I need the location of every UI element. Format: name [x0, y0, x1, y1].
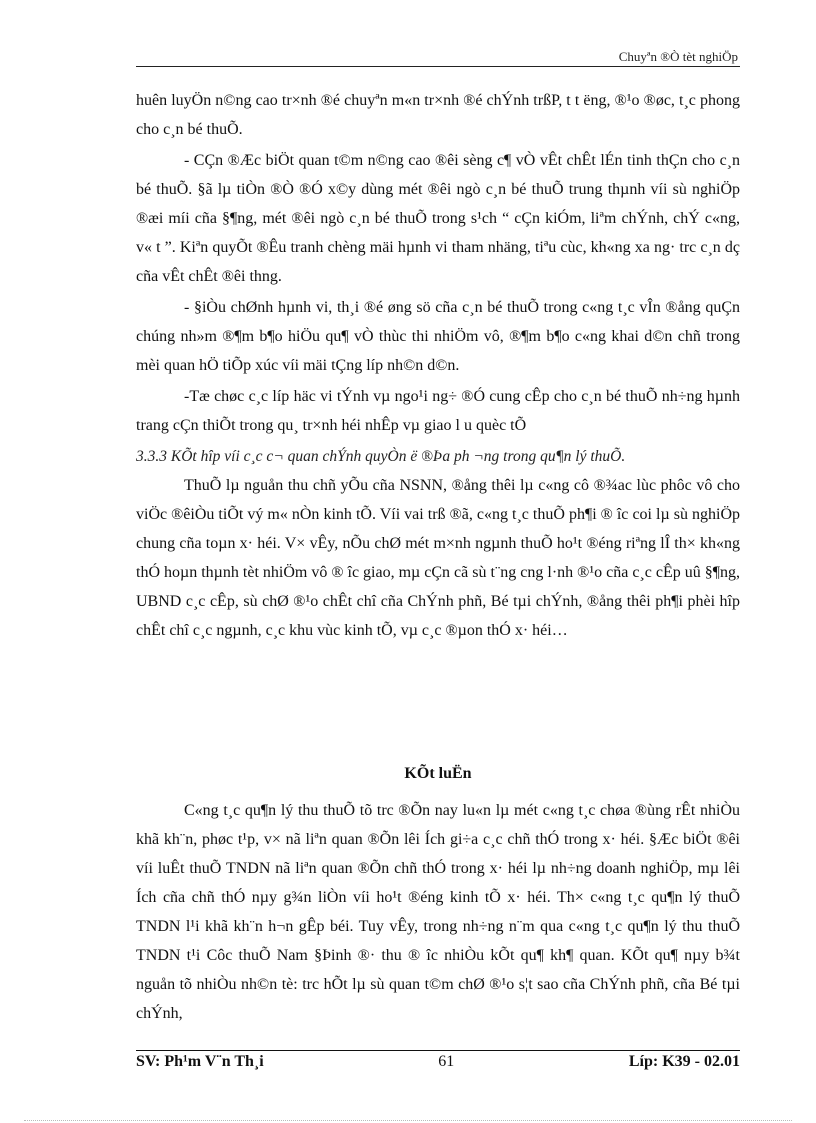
conclusion-heading: KÕt luËn [404, 765, 472, 782]
section-subheading: 3.3.3 KÕt hîp víi c¸c c¬ quan chÝnh quyÒn ë ®Þa ph ¬ng trong qu¶n lý thuÕ. [136, 448, 626, 465]
footer-class: Líp: K39 - 02.01 [628, 1053, 740, 1070]
main-content [136, 86, 740, 645]
page-footer [136, 1053, 740, 1071]
header-divider [136, 66, 740, 67]
paragraph: -Tæ chøc c¸c líp häc vi tÝnh vµ ngo¹i ng÷ ®Ó cung cÊp cho c¸n bé thuÕ nh÷ng hµnh trang cÇn thiÕt trong qu¸ tr×nh héi nhÊp vµ giao l u quèc tÕ [136, 388, 740, 434]
footer-student: SV: Ph¹m V¨n Th¸i [136, 1053, 264, 1070]
page-number: 61 [438, 1053, 455, 1070]
paragraph: ThuÕ lµ nguån thu chñ yÕu cña NSNN, ®ång thêi lµ c«ng cô ®¾ac lùc phôc vô cho viÖc ®êiÒu tiÕt vý m« nÒn kinh tÕ. Víi vai trß ®ã, c«ng t¸c thuÕ ph¶i ® îc coi lµ sù nghiÖp chung cña toµn x· héi. V× vÊy, nÕu chØ mét m×nh ngµnh thuÕ ho¹t ®éng riªng lÎ th× kh«ng thÓ hoµn thµnh tèt nhiÖm vô ® îc giao, mµ cÇn cã sù t¨ng cng l·nh ®¹o cña c¸c cÊp uû §¶ng, UBND c¸c cÊp, sù chØ ®¹o chÊt chî cña ChÝnh phñ, Bé tµi chÝnh, ®ång thêi ph¶i phèi hîp chÊt chî c¸c ngµnh, c¸c khu vùc kinh tÕ, vµ c¸c ®µon thÓ x· héi… [136, 477, 740, 639]
paragraph: C«ng t¸c qu¶n lý thu thuÕ tõ trc ®Õn nay lu«n lµ mét c«ng t¸c chøa ®ùng rÊt nhiÒu khã kh¨n, phøc t¹p, v× nã liªn quan ®Õn lêi Ích gi÷a c¸c chñ thÓ trong x· héi. §Æc biÖt ®êi víi luÊt thuÕ TNDN nã liªn quan ®Õn chñ thÓ trong x· héi lµ nh÷ng doanh nghiÖp, mµ lêi Ích cña chñ thÓ nµy g¾n liÒn víi ho¹t ®éng kinh tÕ x· héi. Th× c«ng t¸c qu¶n lý thuÕ TNDN l¹i khã kh¨n h¬n gÊp béi. Tuy vÊy, trong nh÷ng n¨m qua c«ng t¸c qu¶n lý thu thuÕ TNDN t¹i Côc thuÕ Nam §Þinh ®· thu ® îc nhiÒu kÕt qu¶ kh¶ quan. KÕt qu¶ nµy b¾t nguån tõ nhiÒu nh©n tè: trc hÕt lµ sù quan t©m chØ ®¹o s¦t sao cña ChÝnh phñ, cña Bé tµi chÝnh, [136, 802, 740, 1022]
paragraph: huên luyÖn n©ng cao tr×nh ®é chuyªn m«n tr×nh ®é chÝnh trßP, t t ëng, ®¹o ®øc, t¸c phong cho c¸n bé thuÕ. [136, 92, 740, 138]
footer-divider [136, 1050, 740, 1051]
paragraph: - §iÒu chØnh hµnh vi, th¸i ®é øng sö cña c¸n bé thuÕ trong c«ng t¸c vÎn ®ång quÇn chúng nh»m ®¶m b¶o hiÖu qu¶ vÒ thùc thi nhiÖm vô, ®¶m b¶o c«ng khai d©n chñ trong mèi quan hÖ tiÕp xúc víi mäi tÇng líp nh©n d©n. [136, 299, 740, 374]
page-edge-dotted [24, 1120, 792, 1121]
conclusion-body [136, 796, 740, 1028]
running-header: Chuyªn ®Ò tèt nghiÖp [618, 49, 738, 64]
paragraph: - CÇn ®Æc biÖt quan t©m n©ng cao ®êi sèng c¶ vÒ vÊt chÊt lÉn tinh thÇn cho c¸n bé thuÕ. §ã lµ tiÒn ®Ò ®Ó x©y dùng mét ®êi ngò c¸n bé thuÕ trung thµnh víi sù nghiÖp ®æi míi cña §¶ng, mét ®êi ngò c¸n bé thuÕ trong s¹ch “ cÇn kiÓm, liªm chÝnh, chÝ c«ng, v« t ”. Kiªn quyÕt ®Êu tranh chèng mäi hµnh vi tham nhäng, tiªu cùc, kh«ng xa ng· trc c¸n dç cña vÊt chÊt ®êi thng. [136, 152, 740, 285]
